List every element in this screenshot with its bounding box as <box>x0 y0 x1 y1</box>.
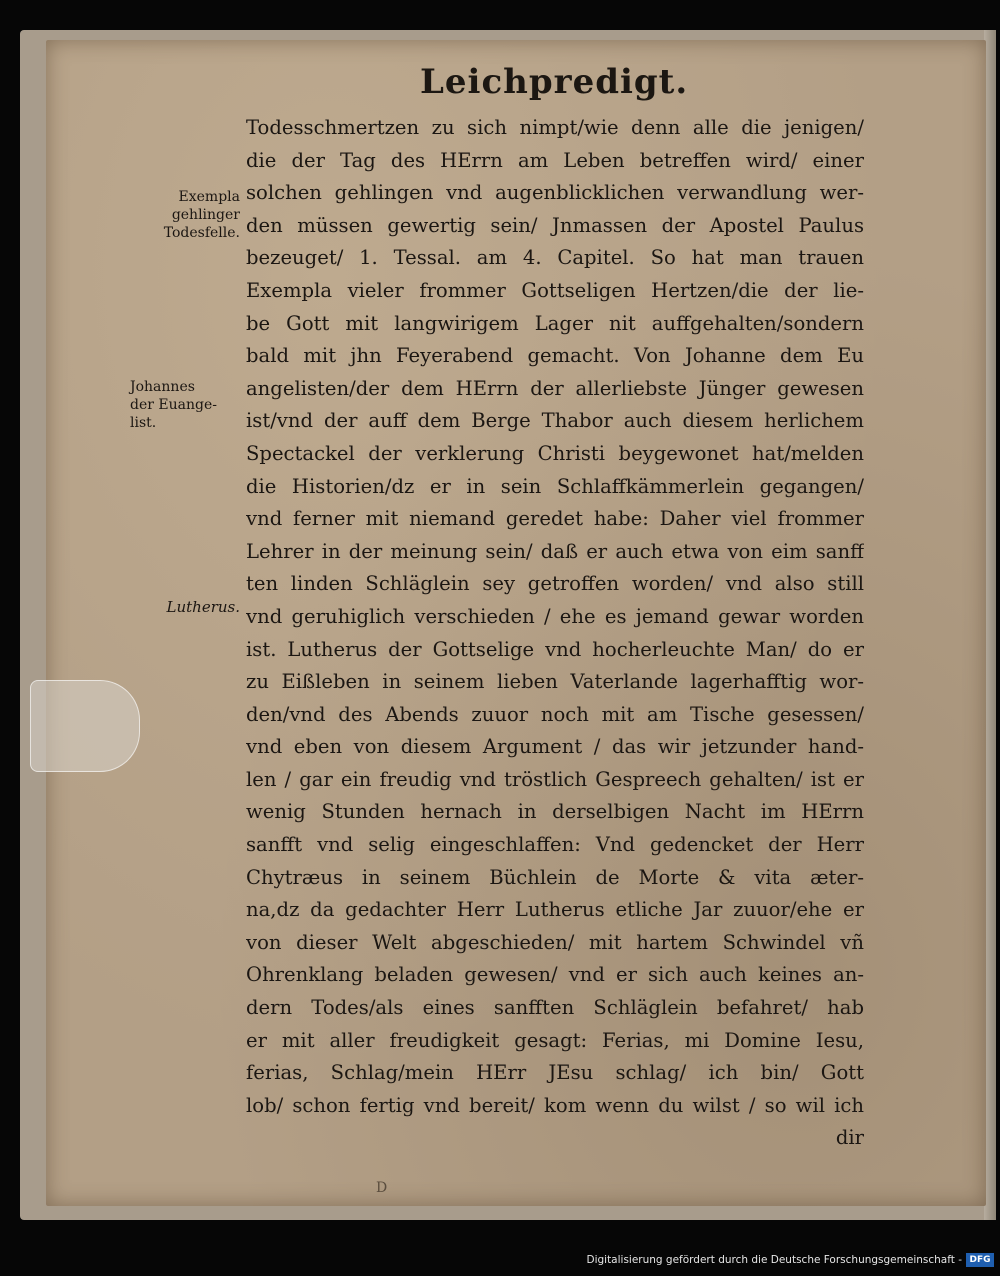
text-line: Lehrer in der meinung sein/ daß er auch etwa von eim sanff <box>246 539 864 563</box>
text-line: die der Tag des HErrn am Leben betreffen wird/ einer <box>246 148 864 172</box>
margin-note-line: Lutherus. <box>166 598 240 616</box>
margin-note-exempla <box>118 188 240 242</box>
text-line: vnd ferner mit niemand geredet habe: Daher viel frommer <box>246 507 864 531</box>
text-line: sanfft vnd selig eingeschlaffen: Vnd gedencket der Herr <box>246 833 864 857</box>
text-line: bezeuget/ 1. Tessal. am 4. Capitel. So hat man trauen <box>246 246 864 270</box>
text-line: Exempla vieler frommer Gottseligen Hertzen/die der lie- <box>246 278 864 302</box>
margin-note-line: Todesfelle. <box>163 225 240 241</box>
text-line: ist/vnd der auff dem Berge Thabor auch diesem herlichem <box>246 409 864 433</box>
funding-credit: Digitalisierung gefördert durch die Deutsche Forschungsgemeinschaft - <box>586 1254 962 1266</box>
text-line: na,dz da gedachter Herr Lutherus etliche Jar zuuor/ehe er <box>246 898 864 922</box>
margin-note-johannes <box>130 378 252 432</box>
catchword: dir <box>835 1126 864 1150</box>
text-line: Todesschmertzen zu sich nimpt/wie denn alle die jenigen/ <box>246 116 864 139</box>
running-heading: Leichpredigt. <box>420 62 689 102</box>
text-line: solchen gehlingen vnd augenblicklichen verwandlung wer- <box>246 181 864 205</box>
margin-note-line: der Euange- <box>130 397 217 413</box>
text-line: bald mit jhn Feyerabend gemacht. Von Johanne dem Eu <box>246 344 864 368</box>
text-line: von dieser Welt abgeschieden/ mit hartem Schwindel vñ <box>246 930 864 954</box>
text-line: dern Todes/als eines sanfften Schläglein befahret/ hab <box>246 996 864 1020</box>
text-line: Chytræus in seinem Büchlein de Morte & vita æter- <box>246 865 864 889</box>
text-line: vnd geruhiglich verschieden / ehe es jemand gewar worden <box>246 604 864 628</box>
signature-mark: D <box>376 1180 388 1196</box>
dfg-logo-icon: DFG <box>966 1253 994 1267</box>
margin-note-line: gehlinger <box>171 207 240 223</box>
body-text <box>246 112 864 1155</box>
text-line: er mit aller freudigkeit gesagt: Ferias, mi Domine Iesu, <box>246 1028 864 1052</box>
margin-note-line: Exempla <box>178 189 240 205</box>
margin-note-lutherus <box>118 598 240 616</box>
text-line: vnd eben von diesem Argument / das wir jetzunder hand- <box>246 735 864 759</box>
text-line: len / gar ein freudig vnd tröstlich Gespreech gehalten/ ist er <box>246 767 864 791</box>
margin-note-line: list. <box>130 415 157 431</box>
margin-note-line: Johannes <box>130 379 195 395</box>
text-line: wenig Stunden hernach in derselbigen Nacht im HErrn <box>246 800 864 824</box>
page-clip <box>30 680 140 772</box>
text-line: ist. Lutherus der Gottselige vnd hocherleuchte Man/ do er <box>246 637 864 661</box>
text-line: ten linden Schläglein sey getroffen worden/ vnd also still <box>246 572 864 596</box>
text-line: die Historien/dz er in sein Schlaffkämmerlein gegangen/ <box>246 474 864 498</box>
text-line: zu Eißleben in seinem lieben Vaterlande lagerhafftig wor- <box>246 670 864 694</box>
text-line: den/vnd des Abends zuuor noch mit am Tische gesessen/ <box>246 702 864 726</box>
text-line: angelisten/der dem HErrn der allerliebste Jünger gewesen <box>246 376 864 400</box>
text-line: den müssen gewertig sein/ Jnmassen der Apostel Paulus <box>246 213 864 237</box>
text-line: Ohrenklang beladen gewesen/ vnd er sich auch keines an- <box>246 963 864 987</box>
text-line: ferias, Schlag/mein HErr JEsu schlag/ ich bin/ Gott <box>246 1061 864 1085</box>
text-line: Spectackel der verklerung Christi beygewonet hat/melden <box>246 441 864 465</box>
text-line: be Gott mit langwirigem Lager nit auffgehalten/sondern <box>246 311 864 335</box>
text-line: lob/ schon fertig vnd bereit/ kom wenn du wilst / so wil ich <box>246 1093 864 1117</box>
